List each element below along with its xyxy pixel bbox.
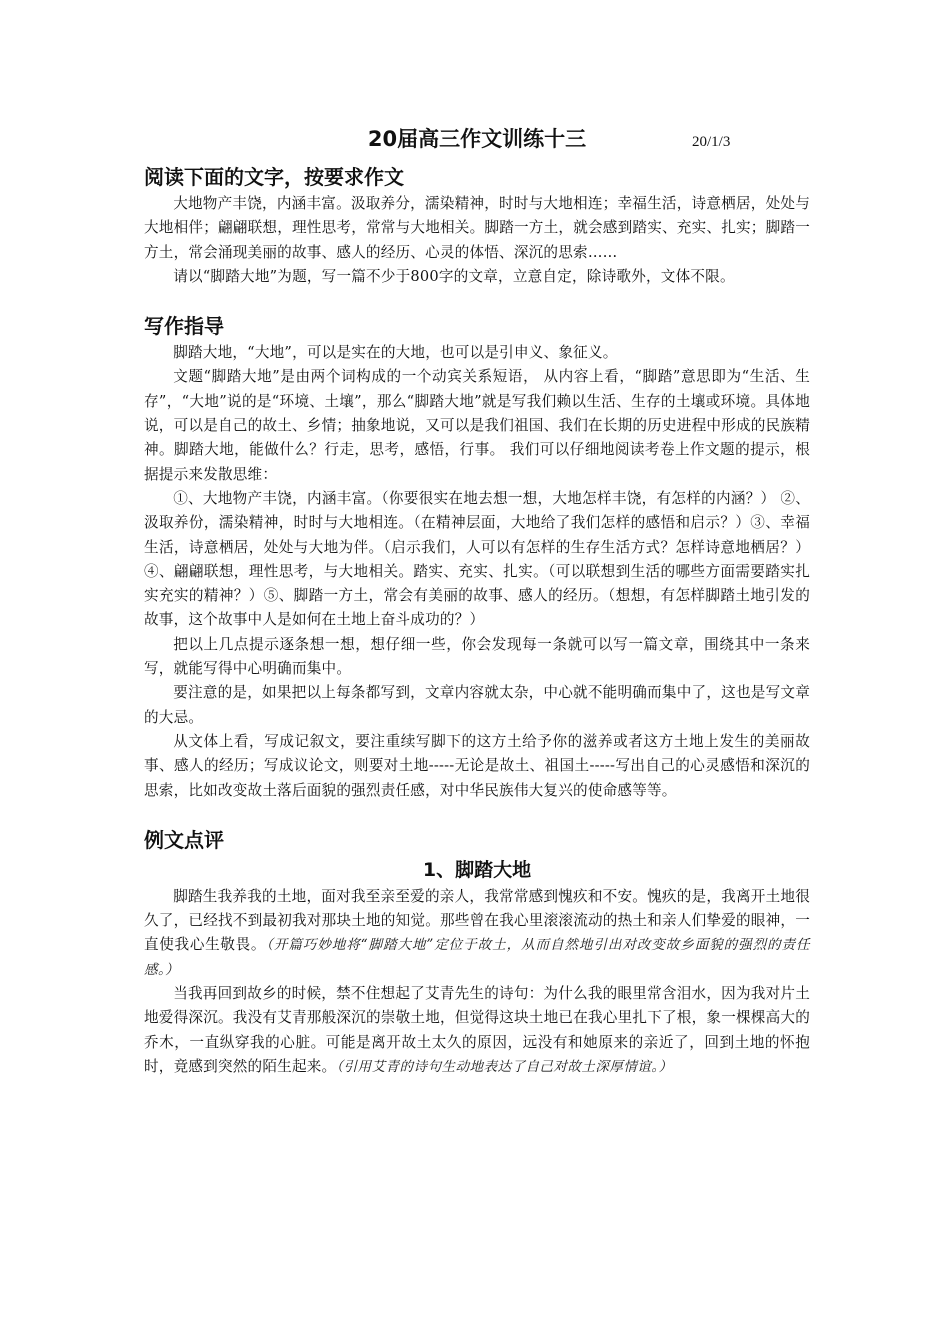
essay-paragraph bbox=[144, 885, 810, 982]
example-section bbox=[144, 825, 810, 1079]
prompt-paragraph: 大地物产丰饶，内涵丰富。汲取养分，濡染精神，时时与大地相连；幸福生活，诗意栖居，处处与大地相伴；翩翩联想，理性思考，常常与大地相关。脚踏一方土，就会感到踏实、充实、扎实；脚踏一方土，常会涌现美丽的故事、感人的经历、心灵的体悟、深沉的思索…… bbox=[144, 195, 810, 261]
essay-comment: （引用艾青的诗句生动地表达了自己对故土深厚情谊。） bbox=[336, 1058, 673, 1075]
title-row bbox=[144, 122, 810, 156]
essay-title: 1、脚踏大地 bbox=[422, 858, 532, 881]
essay-comment: （开篇巧妙地将“脚踏大地”定位于故土，从而自然地引出对改变故乡面貌的强烈的责任感。） bbox=[144, 937, 810, 978]
essay-text: 脚踏生我养我的土地，面对我至亲至爱的亲人，我常常感到愧疚和不安。愧疚的是，我离开土地很久了，已经找不到最初我对那块土地的知觉。那些曾在我心里滚滚流动的热土和亲人们挚爱的眼神，一直使我心生敬畏。 bbox=[144, 887, 810, 954]
guidance-paragraph: 文题“脚踏大地”是由两个词构成的一个动宾关系短语， 从内容上看，“脚踏”意思即为“生活、生存”，“大地”说的是“环境、土壤”，那么“脚踏大地”就是写我们赖以生活、生存的土壤或环境。具体地说，可以是自己的故土、乡情；抽象地说，又可以是我们祖国、我们在长期的历史进程中形成的民族精神。脚踏大地，能做什么？行走，思考，感悟，行事。 我们可以仔细地阅读考卷上作文题的提示，根据提示来发散思维： bbox=[144, 368, 810, 483]
guidance-heading: 写作指导 bbox=[144, 314, 224, 339]
guidance-paragraph: ①、大地物产丰饶，内涵丰富。（你要很实在地去想一想，大地怎样丰饶，有怎样的内涵？） ②、汲取养份，濡染精神，时时与大地相连。（在精神层面，大地给了我们怎样的感悟和启示？）③、幸福生活，诗意栖居，处处与大地为伴。（启示我们，人可以有怎样的生存生活方式？怎样诗意地栖居？）④、翩翩联想，理性思考，与大地相关。踏实、充实、扎实。（可以联想到生活的哪些方面需要踏实扎实充实的精神？）⑤、脚踏一方土，常会有美丽的故事、感人的经历。（想想，有怎样脚踏土地引发的故事，这个故事中人是如何在土地上奋斗成功的？） bbox=[144, 489, 810, 629]
guidance-paragraph: 要注意的是，如果把以上每条都写到，文章内容就太杂，中心就不能明确而集中了，这也是写文章的大忌。 bbox=[144, 684, 810, 726]
document-date: 20/1/3 bbox=[692, 134, 731, 150]
guidance-paragraph: 从文体上看，写成记叙文，要注重续写脚下的这方土给予你的滋养或者这方土地上发生的美丽故事、感人的经历；写成议论文，则要对土地-----无论是故土、祖国土-----写出自己的心灵感悟和深沉的思索，比如改变故土落后面貌的强烈责任感，对中华民族伟大复兴的使命感等等。 bbox=[144, 732, 810, 799]
guidance-paragraph: 脚踏大地，“大地”，可以是实在的大地，也可以是引申义、象征义。 bbox=[173, 344, 618, 362]
prompt-heading: 阅读下面的文字，按要求作文 bbox=[144, 165, 404, 189]
guidance-paragraph: 把以上几点提示逐条想一想，想仔细一些，你会发现每一条就可以写一篇文章，围绕其中一条来写，就能写得中心明确而集中。 bbox=[144, 635, 810, 678]
guidance-section bbox=[144, 311, 810, 803]
prompt-requirement: 请以“脚踏大地”为题，写一篇不少于800字的文章，立意自定，除诗歌外，文体不限。 bbox=[173, 267, 735, 285]
document-page bbox=[144, 122, 810, 1079]
prompt-section bbox=[144, 162, 810, 289]
example-heading: 例文点评 bbox=[144, 827, 224, 852]
essay-paragraph bbox=[144, 982, 810, 1079]
essay-text: 当我再回到故乡的时候，禁不住想起了艾青先生的诗句：为什么我的眼里常含泪水，因为我对片土地爱得深沉。我没有艾青那般深沉的崇敬土地，但觉得这块土地已在我心里扎下了根，象一棵棵高大的乔木，一直纵穿我的心脏。可能是离开故土太久的原因，远没有和她原来的亲近了，回到土地的怀抱时，竟感到突然的陌生起来。 bbox=[144, 985, 810, 1075]
page-title: 20届高三作文训练十三 bbox=[367, 127, 587, 151]
